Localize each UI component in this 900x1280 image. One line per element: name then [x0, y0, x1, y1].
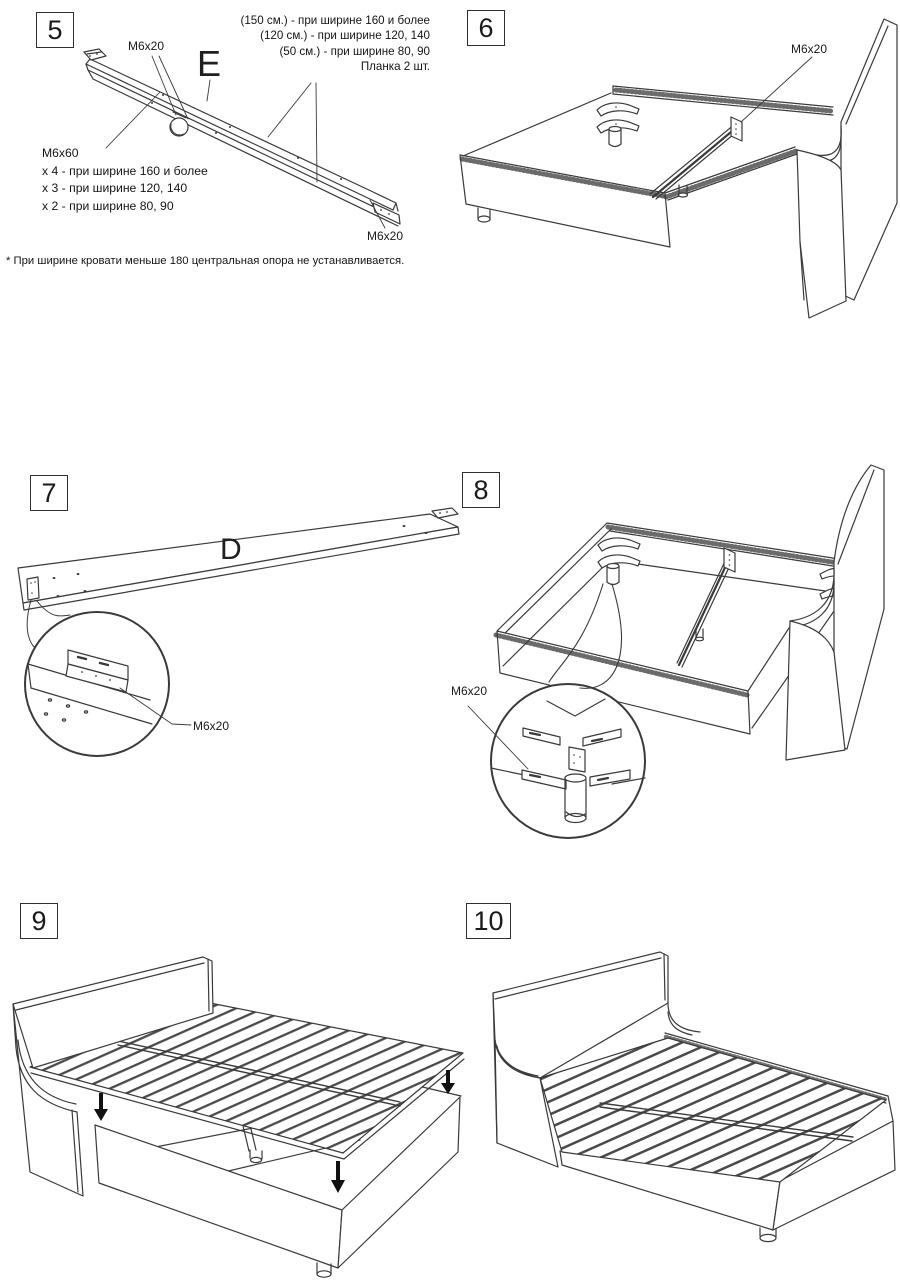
- corner-leg: [609, 127, 621, 147]
- headboard: [748, 465, 884, 760]
- step-8-fastener-label: M6x20: [451, 684, 488, 698]
- foot-panel: [460, 155, 670, 247]
- corner-leg: [607, 564, 619, 585]
- plank-note-line-3: (50 см.) - при ширине 80, 90: [279, 44, 430, 58]
- bolt-note-line-2: х 4 - при ширине 160 и более: [42, 163, 208, 178]
- left-rim-edge: [463, 93, 611, 156]
- step-5-fastener-bottom-label: M6x20: [367, 229, 404, 243]
- step-5-fastener-top-label: M6x20: [128, 39, 165, 53]
- step-7-illustration: [0, 460, 460, 800]
- step-6-fastener-label: M6x20: [791, 42, 828, 56]
- step-10-number: [466, 903, 511, 939]
- step-8-illustration: [440, 450, 900, 880]
- bolt-note-line-3: х 3 - при ширине 120, 140: [42, 181, 188, 196]
- step-9-number: [20, 903, 58, 939]
- bolt-note-line-4: х 2 - при ширине 80, 90: [42, 198, 174, 213]
- step-8-number: [462, 472, 500, 508]
- back-side-rail: [613, 86, 833, 115]
- step-7-fastener-label: M6x20: [193, 719, 230, 733]
- step-8-number-text: 8: [473, 474, 489, 505]
- step-7-part-letter: D: [220, 533, 242, 566]
- step-7-number: [30, 475, 68, 511]
- step-5-bolt-note: [42, 145, 208, 215]
- step-6-illustration: [450, 0, 900, 330]
- step-5-part-letter: E: [197, 43, 222, 84]
- step-5-plank-note: [170, 13, 430, 75]
- support-roller-foot: [170, 112, 188, 136]
- bolt-note-line-1: M6x60: [42, 146, 79, 160]
- step-10-illustration: [460, 890, 900, 1280]
- footnote: * При ширине кровати меньше 180 центральная опора не устанавливается.: [6, 255, 405, 267]
- corner-brackets: [598, 538, 640, 568]
- step-9-illustration: [0, 890, 470, 1280]
- headboard: [797, 19, 897, 318]
- step-10-number-text: 10: [473, 905, 504, 936]
- front-side-rail: [665, 147, 797, 200]
- step-7-number-text: 7: [41, 477, 57, 508]
- step-5-number-text: 5: [47, 14, 63, 45]
- step-6-number-text: 6: [478, 12, 494, 43]
- plank-note-line-1: (150 см.) - при ширине 160 и более: [240, 14, 430, 27]
- step-5-number: [36, 12, 74, 48]
- step-6-number: [467, 10, 505, 46]
- step-9-number-text: 9: [31, 905, 47, 936]
- plank-note-line-2: (120 см.) - при ширине 120, 140: [260, 29, 430, 43]
- plank-note-line-4: Планка 2 шт.: [360, 60, 430, 74]
- center-divider: [677, 548, 735, 667]
